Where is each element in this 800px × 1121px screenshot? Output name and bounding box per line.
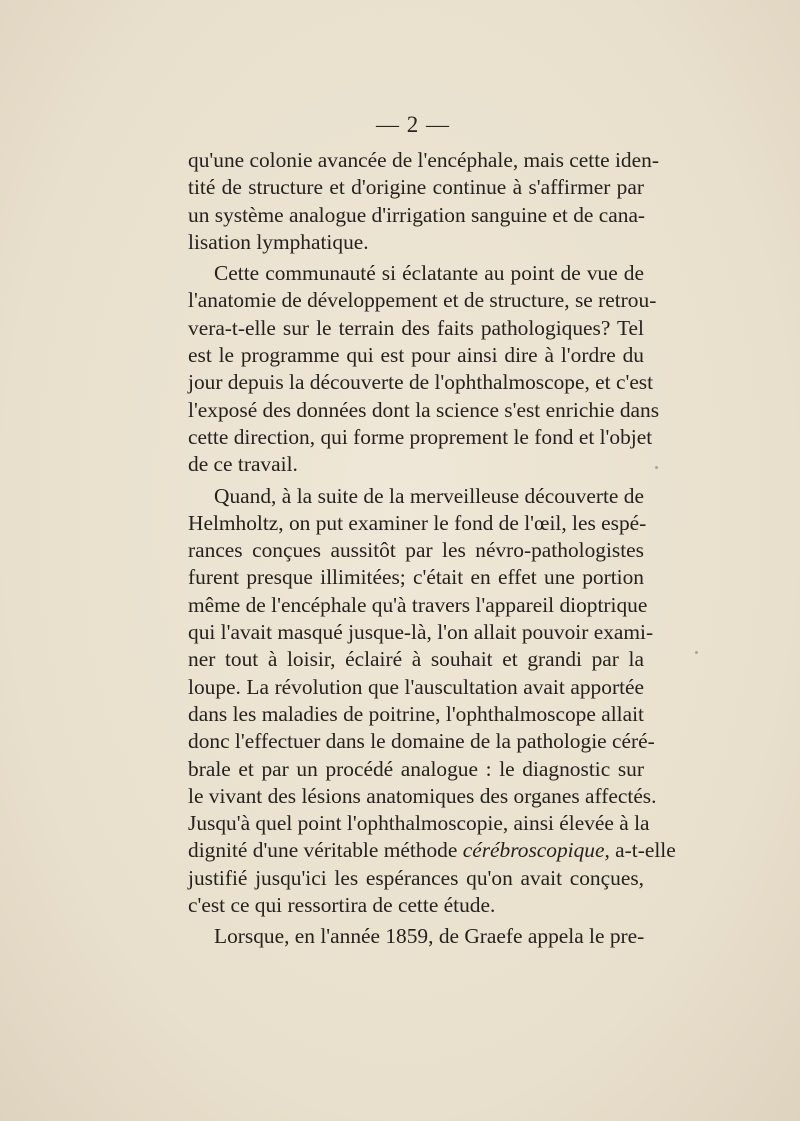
text-line: ner tout à loisir, éclairé à souhait et grandi par la <box>188 647 644 672</box>
page-number: — 2 — <box>376 112 450 137</box>
paragraph <box>188 483 676 920</box>
text-line: Helmholtz, on put examiner le fond de l'œil, les espé- <box>188 510 647 535</box>
text-segment: dignité d'une véritable méthode <box>188 838 463 863</box>
text-line: Lorsque, en l'année 1859, de Graefe appela le pre- <box>214 924 645 949</box>
text-segment: , a-t-elle <box>604 838 676 863</box>
text-line <box>188 837 676 864</box>
text-line: Cette communauté si éclatante au point de vue de <box>214 261 644 286</box>
italic-term: cérébroscopique <box>462 838 605 863</box>
text-line: Quand, à la suite de la merveilleuse découverte de <box>214 483 644 508</box>
text-line: dans les maladies de poitrine, l'ophthalmoscope allait <box>188 701 644 726</box>
text-line: Jusqu'à quel point l'ophthalmoscopie, ainsi élevée à la <box>188 811 650 836</box>
paragraph <box>188 260 660 478</box>
text-line: un système analogue d'irrigation sanguine et de cana- <box>188 202 646 227</box>
text-line: l'anatomie de développement et de structure, se retrou- <box>188 288 657 313</box>
paper-speck <box>695 651 698 654</box>
text-line: qui l'avait masqué jusque-là, l'on allait pouvoir exami- <box>188 620 654 645</box>
text-line: brale et par un procédé analogue : le diagnostic sur <box>188 756 644 781</box>
text-line: loupe. La révolution que l'auscultation avait apportée <box>188 674 644 699</box>
text-line: qu'une colonie avancée de l'encéphale, mais cette iden- <box>188 148 659 172</box>
text-line: l'exposé des données dont la science s'est enrichie dans <box>188 397 660 422</box>
text-line: donc l'effectuer dans le domaine de la pathologie céré- <box>188 729 655 754</box>
text-line: c'est ce qui ressortira de cette étude. <box>188 893 496 918</box>
text-line: jour depuis la découverte de l'ophthalmoscope, et c'est <box>188 370 654 395</box>
paper-speck <box>655 466 658 469</box>
text-line: cette direction, qui forme proprement le fond et l'objet <box>188 424 653 449</box>
text-line: de ce travail. <box>188 452 298 477</box>
text-line: même de l'encéphale qu'à travers l'appareil dioptrique <box>188 592 648 617</box>
text-line: justifié jusqu'ici les espérances qu'on avait conçues, <box>188 865 644 890</box>
text-line: lisation lymphatique. <box>188 229 369 254</box>
body-text <box>188 147 676 951</box>
text-line: tité de structure et d'origine continue à s'affirmer par <box>188 175 644 200</box>
text-line: furent presque illimitées; c'était en effet une portion <box>188 565 644 590</box>
text-line: rances conçues aussitôt par les névro-pathologistes <box>188 538 644 563</box>
text-line: est le programme qui est pour ainsi dire à l'ordre du <box>188 343 644 368</box>
paragraph <box>188 923 644 950</box>
text-line: vera-t-elle sur le terrain des faits pathologiques? Tel <box>188 315 644 340</box>
paragraph <box>188 147 659 256</box>
text-line: le vivant des lésions anatomiques des organes affectés. <box>188 783 657 808</box>
